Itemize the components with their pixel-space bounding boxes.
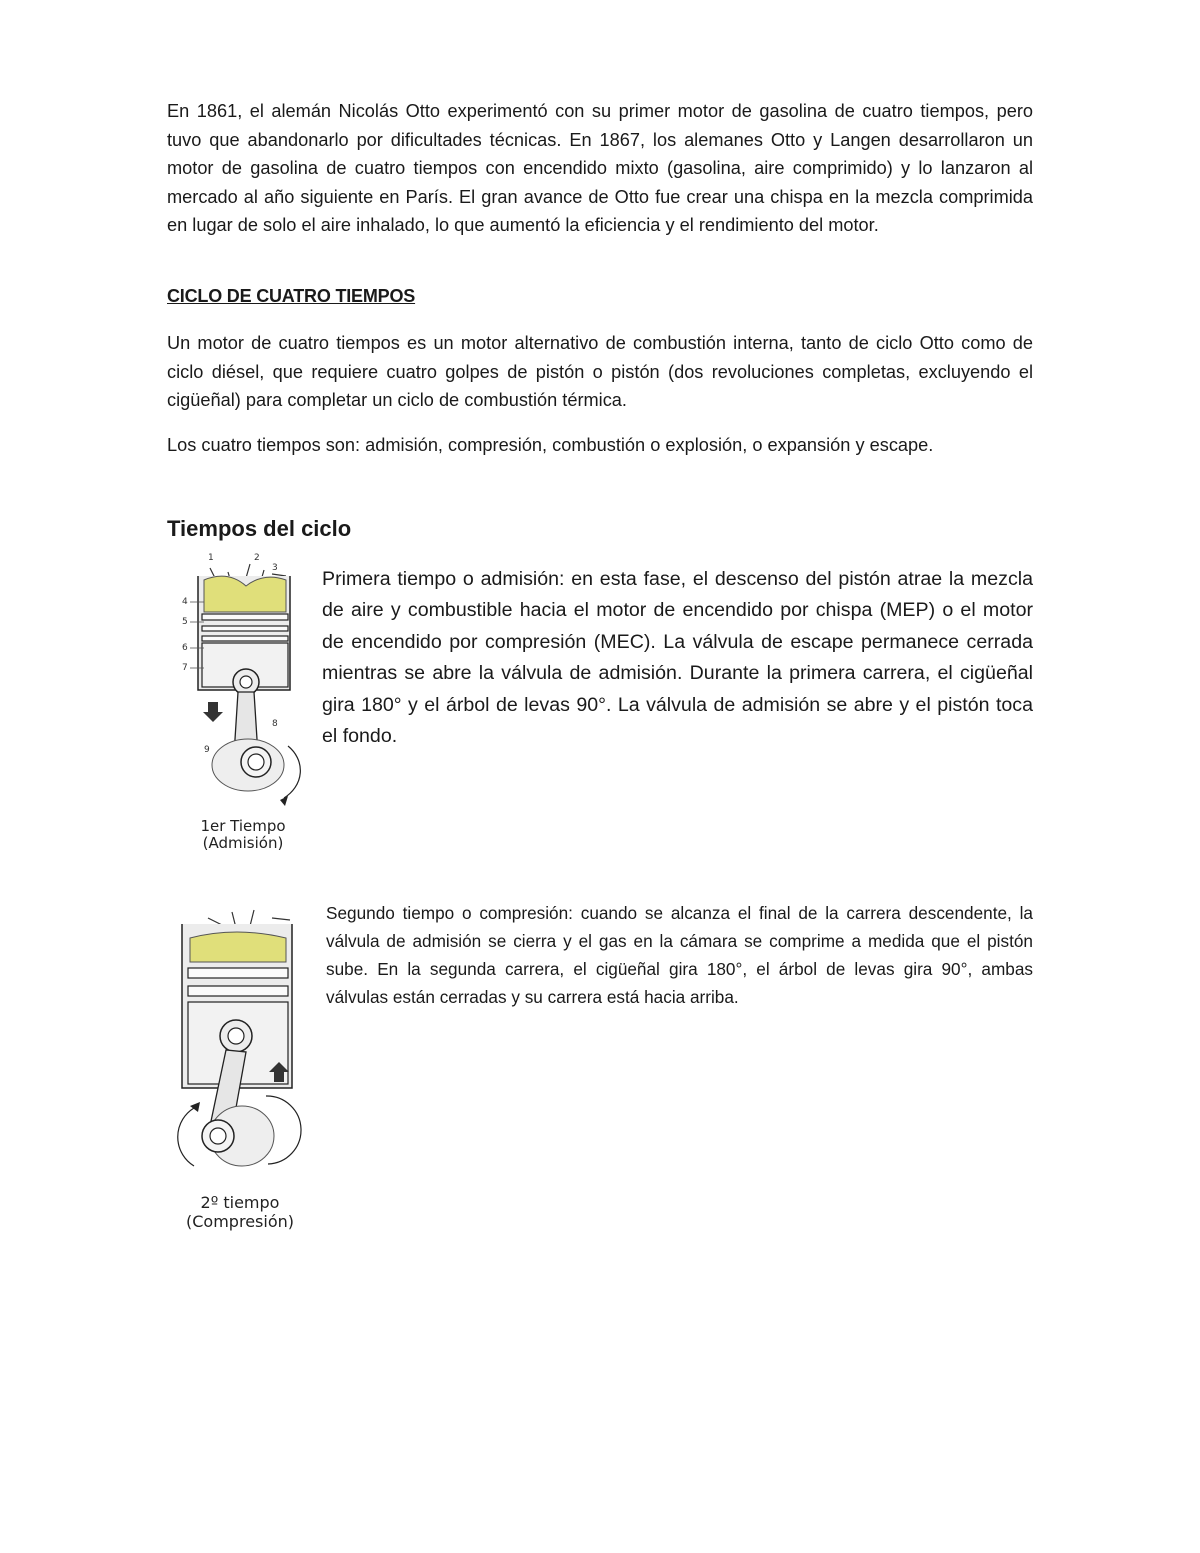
cycle-paragraph-2: Los cuatro tiempos son: admisión, compresión, combustión o explosión, o expansión y escape. <box>167 435 934 455</box>
stages-title: Tiempos del ciclo <box>167 516 352 541</box>
compression-stroke-diagram <box>172 898 312 1188</box>
label-8: 8 <box>272 719 278 729</box>
compression-description: Segundo tiempo o compresión: cuando se alcanza el final de la carrera descendente, la válvula de admisión se cierra y el gas en la cámara se comprime a medida que el pistón sube. En la segunda carrera, el cigüeñal gira 180°, el árbol de levas gira 90°, ambas válvulas están cerradas y su carrera está hacia arriba. <box>326 903 1033 1007</box>
compression-caption-line2: (Compresión) <box>186 1212 294 1231</box>
label-9: 9 <box>204 745 210 755</box>
rotation-arrow-icon-2 <box>190 1102 200 1112</box>
label-2: 2 <box>254 553 260 563</box>
intake-caption-line2: (Admisión) <box>202 834 284 852</box>
intro-paragraph: En 1861, el alemán Nicolás Otto experimentó con su primer motor de gasolina de cuatro tiempos, pero tuvo que abandonarlo por dificultades técnicas. En 1867, los alemanes Otto y Langen desarrollaron un motor de gasolina de cuatro tiempos con encendido mixto (gasolina, aire comprimido) y lo lanzaron al mercado al año siguiente en París. El gran avance de Otto fue crear una chispa en la mezcla comprimida en lugar de solo el aire inhalado, lo que aumentó la eficiencia y el rendimiento del motor. <box>167 101 1033 236</box>
cycle-paragraph-1: Un motor de cuatro tiempos es un motor alternativo de combustión interna, tanto de ciclo Otto como de ciclo diésel, que requiere cuatro golpes de pistón o pistón (dos revoluciones completas, excluyendo el cigüeñal) para completar un ciclo de combustión térmica. <box>167 333 1033 411</box>
label-1: 1 <box>208 553 214 563</box>
label-7: 7 <box>182 663 188 673</box>
label-3: 3 <box>272 563 278 573</box>
down-arrow-icon <box>203 702 223 722</box>
cycle-heading: CICLO DE CUATRO TIEMPOS <box>167 286 416 306</box>
compression-caption-line1: 2º tiempo <box>200 1193 280 1212</box>
intake-caption <box>168 818 318 852</box>
fuel-mixture-compressed <box>190 932 286 962</box>
label-5: 5 <box>182 617 188 627</box>
intake-stroke-diagram <box>168 550 308 820</box>
intake-description: Primera tiempo o admisión: en esta fase, el descenso del pistón atrae la mezcla de aire y combustible hacia el motor de encendido por chispa (MEP) o el motor de encendido por compresión (MEC). La válvula de escape permanece cerrada mientras se abre la válvula de admisión. Durante la primera carrera, el cigüeñal gira 180° y el árbol de levas 90°. La válvula de admisión se abre y el pistón toca el fondo. <box>322 568 1033 748</box>
compression-caption <box>165 1193 315 1231</box>
label-4: 4 <box>182 597 188 607</box>
intake-caption-line1: 1er Tiempo <box>200 817 286 835</box>
label-6: 6 <box>182 643 188 653</box>
